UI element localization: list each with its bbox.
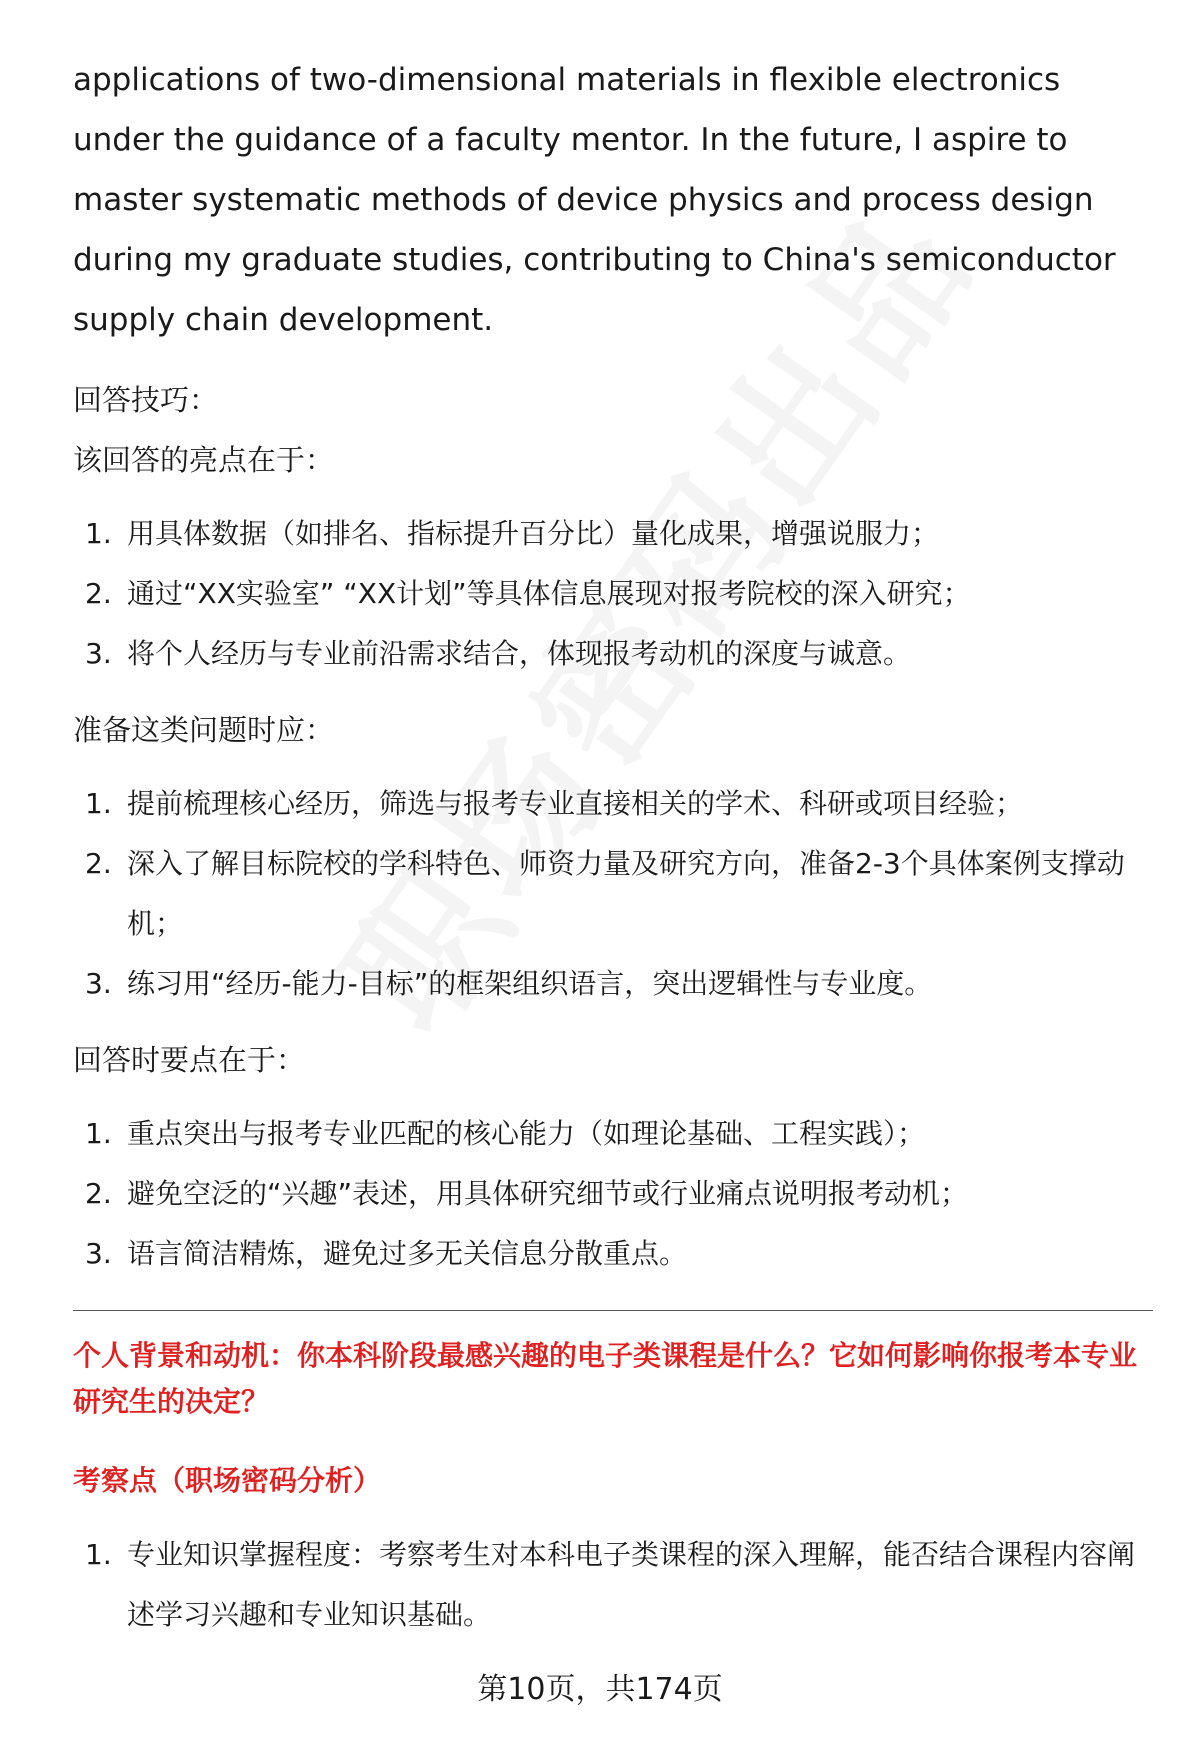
list-item: 1. 提前梳理核心经历，筛选与报考专业直接相关的学术、科研或项目经验； (85, 787, 1024, 820)
list-item: 2. 避免空泛的“兴趣”表述，用具体研究细节或行业痛点说明报考动机； (85, 1177, 969, 1210)
prep-label: 准备这类问题时应： (73, 713, 335, 747)
page-content (73, 50, 1153, 1661)
list-item: 2. 深入了解目标院校的学科特色、师资力量及研究方向，准备2-3个具体案例支撑动机； (85, 847, 1125, 940)
list-item: 3. 语言简洁精炼，避免过多无关信息分散重点。 (85, 1237, 688, 1270)
list-item: 3. 将个人经历与专业前沿需求结合，体现报考动机的深度与诚意。 (85, 637, 912, 670)
assessment-points-list (73, 1525, 1153, 1645)
question-title: 个人背景和动机：你本科阶段最感兴趣的电子类课程是什么？它如何影响你报考本专业研究生的决定？ (73, 1339, 1138, 1418)
highlights-label: 该回答的亮点在于： (73, 443, 335, 477)
intro-paragraph: applications of two-dimensional materials in flexible electronics under the guidance of a faculty mentor. In the future, I aspire to master systematic methods of device physics and process design during my graduate studies, contributing to China's semiconductor supply chain development. (73, 62, 1116, 338)
answer-list (73, 1104, 1153, 1284)
tips-label: 回答技巧： (73, 383, 219, 417)
list-item: 3. 练习用“经历-能力-目标”的框架组织语言，突出逻辑性与专业度。 (85, 967, 933, 1000)
answer-label: 回答时要点在于： (73, 1043, 306, 1077)
list-item: 1. 用具体数据（如排名、指标提升百分比）量化成果，增强说服力； (85, 517, 940, 550)
list-item: 1. 专业知识掌握程度：考察考生对本科电子类课程的深入理解，能否结合课程内容阐述学习兴趣和专业知识基础。 (85, 1538, 1136, 1631)
assessment-label: 考察点（职场密码分析） (73, 1464, 382, 1497)
prep-list (73, 774, 1153, 1014)
highlights-list (73, 504, 1153, 684)
list-item: 1. 重点突出与报考专业匹配的核心能力（如理论基础、工程实践）； (85, 1117, 926, 1150)
page-footer: 第10页，共174页 (477, 1672, 723, 1707)
section-divider (73, 1310, 1153, 1311)
list-item: 2. 通过“XX实验室” “XX计划”等具体信息展现对报考院校的深入研究； (85, 577, 971, 610)
